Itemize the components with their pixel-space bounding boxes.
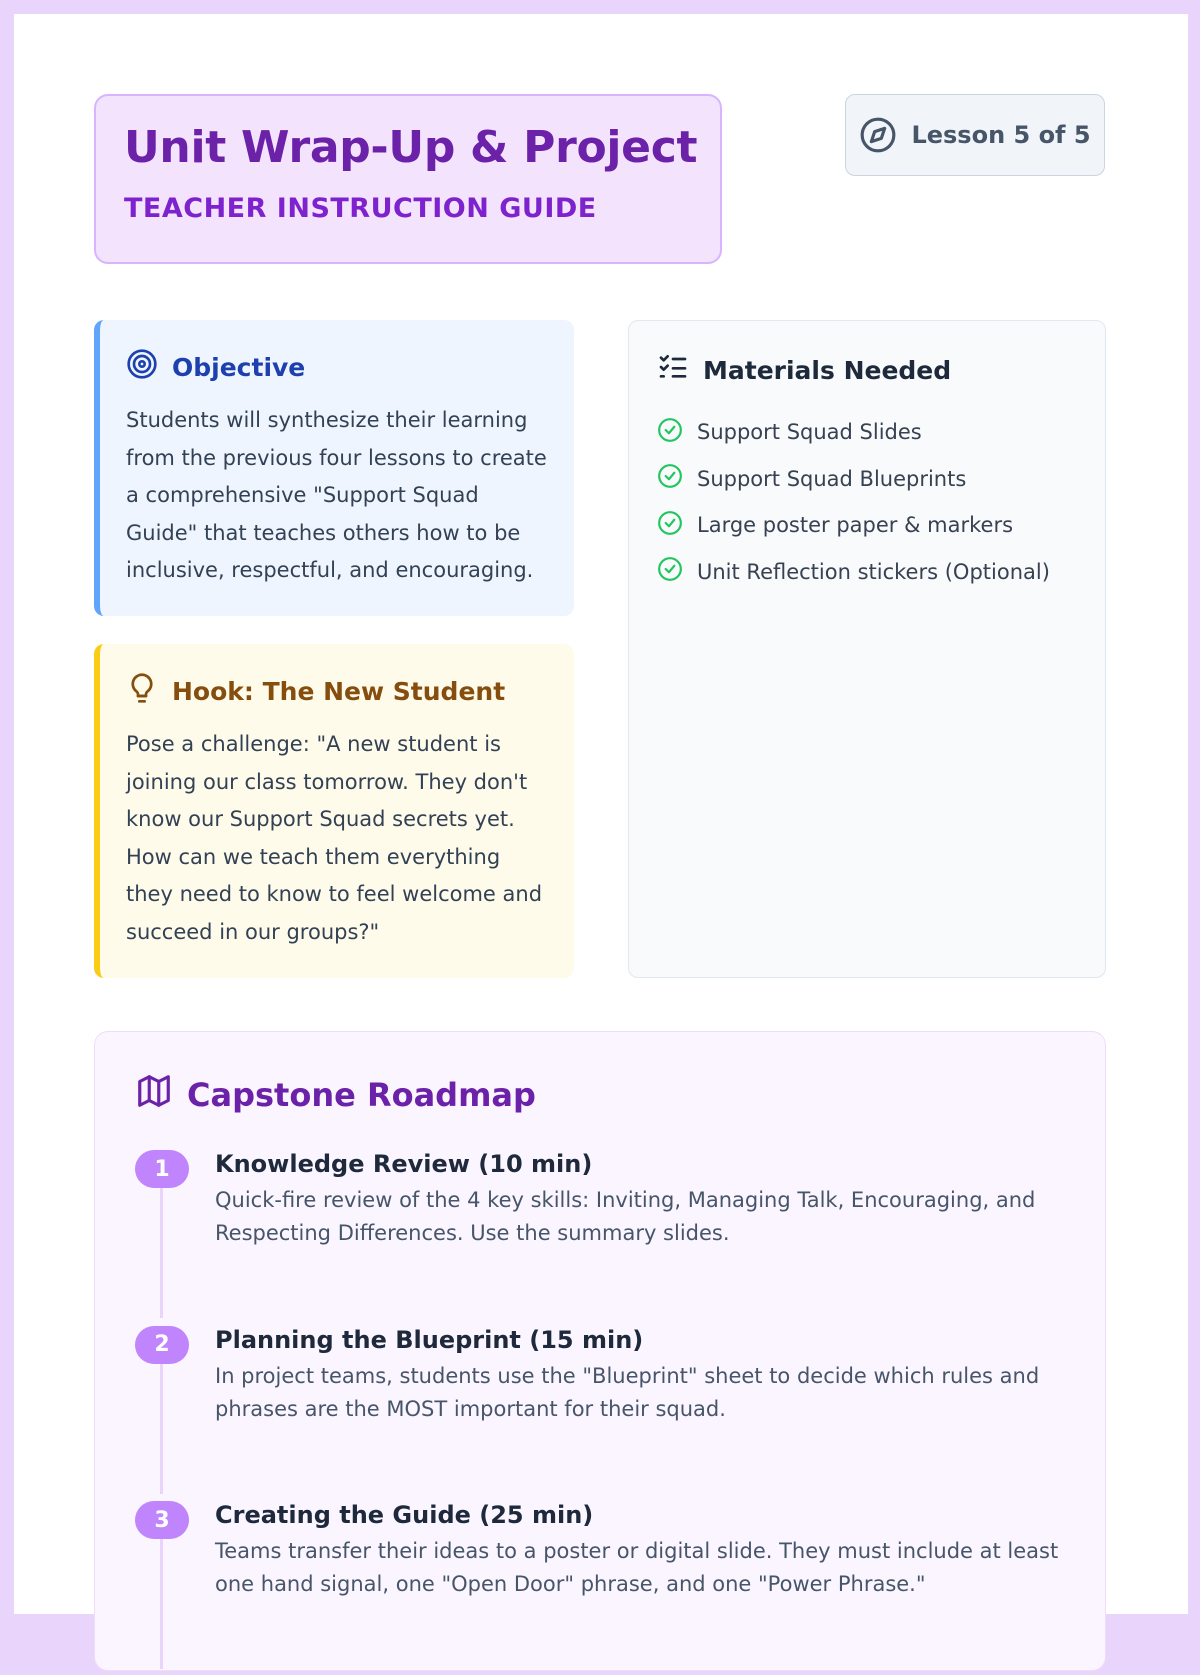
step-description: Teams transfer their ideas to a poster or digital slide. They must include at least one hand signal, one "Open Door" phrase, and one "Power Phrase." [215,1539,1059,1596]
hook-text: Pose a challenge: "A new student is joining our class tomorrow. They don't know our Support Squad secrets yet. How can we teach them everything they need to know to feel welcome and succeed in our groups?" [126,732,543,944]
roadmap-step [135,1150,1065,1324]
step-description: In project teams, students use the "Blueprint" sheet to decide which rules and phrases are the MOST important for their squad. [215,1363,1040,1421]
roadmap-step [135,1326,1065,1500]
step-number-badge: 2 [135,1326,189,1364]
materials-list [657,409,1077,595]
checklist-icon [657,351,689,389]
step-title: Knowledge Review (10 min) [215,1150,593,1178]
target-icon [126,348,158,386]
objective-heading: Objective [172,352,306,382]
lightbulb-icon [126,672,158,710]
roadmap-step [135,1501,1065,1675]
step-connector [160,1539,163,1669]
objective-text: Students will synthesize their learning from the previous four lessons to create a comprehensive "Support Squad Guide" that teaches others how to be inclusive, respectful, and encouraging. [126,408,547,582]
step-number-badge: 1 [135,1150,189,1188]
lesson-badge-label: Lesson 5 of 5 [911,121,1091,149]
materials-item: Unit Reflection stickers (Optional) [657,549,1077,596]
title-card [94,94,722,264]
guide-page [14,14,1188,1614]
map-icon [135,1072,173,1118]
check-circle-icon [657,510,683,541]
lesson-badge [845,94,1105,176]
hook-heading: Hook: The New Student [172,676,506,706]
objective-card [94,320,574,616]
check-circle-icon [657,556,683,587]
step-description: Quick-fire review of the 4 key skills: Inviting, Managing Talk, Encouraging, and Respecting Differences. Use the summary slides. [215,1188,1036,1245]
materials-item: Large poster paper & markers [657,502,1077,549]
step-title: Creating the Guide (25 min) [215,1501,594,1529]
step-connector [160,1364,163,1494]
materials-heading: Materials Needed [703,355,952,385]
check-circle-icon [657,463,683,494]
hook-card [94,644,574,978]
roadmap-heading: Capstone Roadmap [187,1076,536,1114]
step-title: Planning the Blueprint (15 min) [215,1325,644,1354]
page-title: Unit Wrap-Up & Project [124,122,698,173]
compass-icon [859,116,897,154]
check-circle-icon [657,417,683,448]
page-subtitle: TEACHER INSTRUCTION GUIDE [124,193,597,224]
materials-item: Support Squad Blueprints [657,456,1077,503]
materials-item: Support Squad Slides [657,409,1077,456]
step-number-badge: 3 [135,1501,189,1539]
step-connector [160,1188,163,1318]
materials-card [628,320,1106,978]
roadmap-card [94,1031,1106,1671]
